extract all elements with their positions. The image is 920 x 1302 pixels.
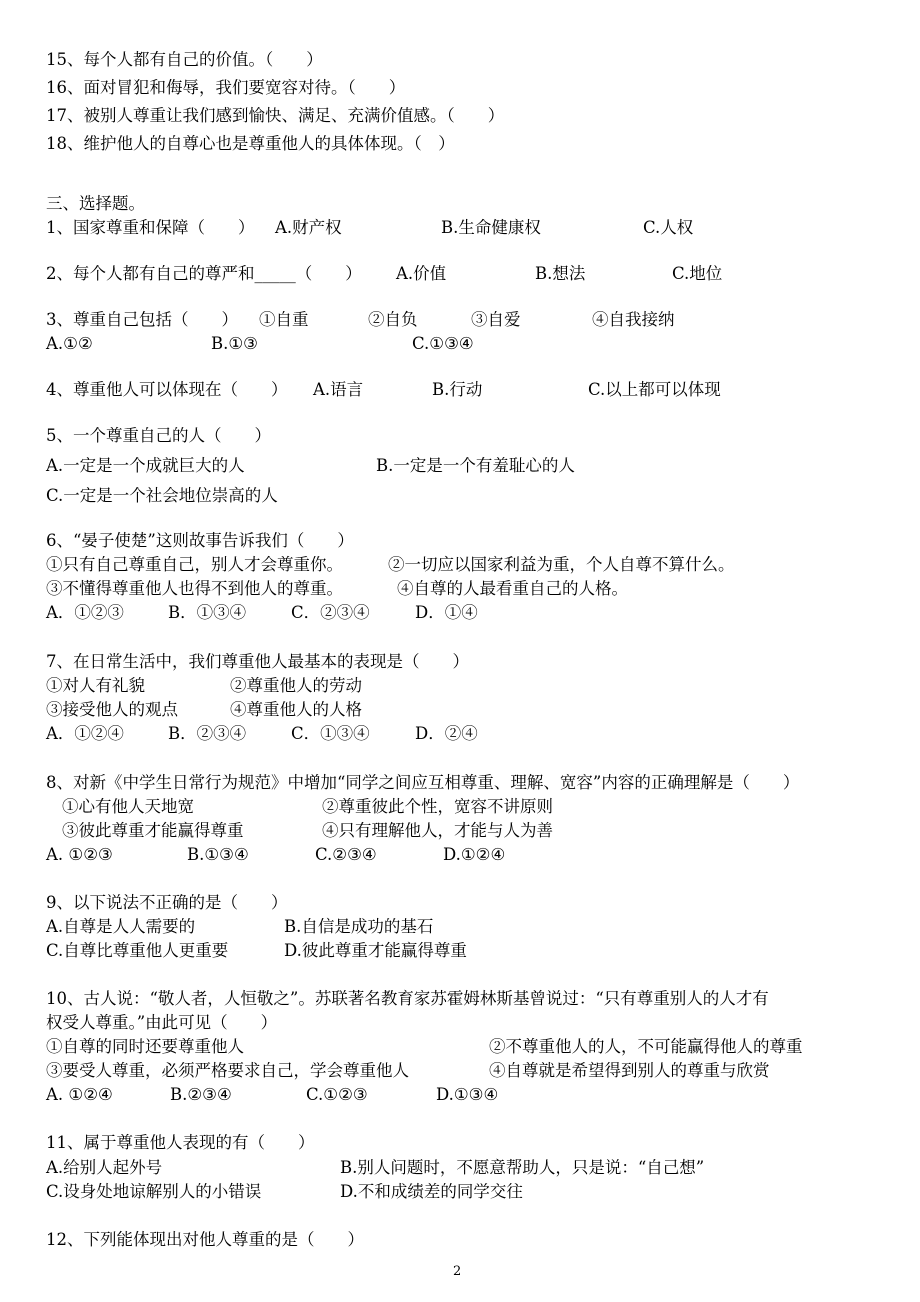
option: C.②③④ (315, 845, 377, 864)
option: C.地位 (672, 264, 723, 283)
choice-item: ④自尊就是希望得到别人的尊重与欣赏 (489, 1061, 770, 1080)
choice-item: ①只有自己尊重自己，别人才会尊重你。 (46, 555, 343, 574)
question-stem: 10、古人说：“敬人者，人恒敬之”。苏联著名教育家苏霍姆林斯基曾说过：“只有尊重别人的人才有 (46, 989, 769, 1008)
question-stem: 12、下列能体现出对他人尊重的是（ ） (46, 1230, 364, 1249)
option: A.给别人起外号 (46, 1158, 163, 1177)
option: C.以上都可以体现 (588, 380, 721, 399)
option: B．②③④ (168, 724, 247, 743)
judgment-item: 18、维护他人的自尊心也是尊重他人的具体体现。（ ） (46, 134, 455, 153)
option: C．②③④ (291, 603, 370, 622)
section-title: 三、选择题。 (46, 194, 145, 213)
option: C.人权 (643, 218, 694, 237)
option: D.不和成绩差的同学交往 (340, 1182, 523, 1201)
question-stem: 4、尊重他人可以体现在（ ） (46, 380, 288, 399)
option: A．①②④ (46, 724, 124, 743)
option: D．②④ (415, 724, 478, 743)
question-stem: 7、在日常生活中，我们尊重他人最基本的表现是（ ） (46, 652, 469, 671)
page-number: 2 (453, 1264, 462, 1279)
option: B.①③④ (187, 845, 249, 864)
option: B.自信是成功的基石 (284, 917, 434, 936)
choice-item: ③彼此尊重才能赢得尊重 (62, 821, 244, 840)
judgment-item: 16、面对冒犯和侮辱，我们要宽容对待。（ ） (46, 78, 406, 97)
option: C.一定是一个社会地位崇高的人 (46, 486, 278, 505)
question-stem: 1、国家尊重和保障（ ） (46, 218, 255, 237)
choice-item: ②自负 (368, 310, 418, 329)
option: D.①②④ (443, 845, 506, 864)
question-stem: 8、对新《中学生日常行为规范》中增加“同学之间应互相尊重、理解、宽容”内容的正确理解是（ ） (46, 773, 800, 792)
question-stem: 3、尊重自己包括（ ） (46, 310, 238, 329)
choice-item: ④尊重他人的人格 (230, 700, 362, 719)
choice-item: ④只有理解他人，才能与人为善 (322, 821, 553, 840)
option: A.①② (46, 334, 93, 353)
judgment-item: 15、每个人都有自己的价值。（ ） (46, 50, 323, 69)
choice-item: ③接受他人的观点 (46, 700, 178, 719)
option: D．①④ (415, 603, 478, 622)
choice-item: ②一切应以国家利益为重，个人自尊不算什么。 (388, 555, 735, 574)
option: C.设身处地谅解别人的小错误 (46, 1182, 262, 1201)
choice-item: ①对人有礼貌 (46, 676, 145, 695)
question-stem: 6、“晏子使楚”这则故事告诉我们（ ） (46, 531, 354, 550)
option: B.生命健康权 (441, 218, 541, 237)
question-stem: 9、以下说法不正确的是（ ） (46, 893, 288, 912)
option: A.自尊是人人需要的 (46, 917, 196, 936)
choice-item: ①自尊的同时还要尊重他人 (46, 1037, 244, 1056)
option: D.彼此尊重才能赢得尊重 (284, 941, 467, 960)
option: A.价值 (396, 264, 447, 283)
option: B.一定是一个有羞耻心的人 (376, 456, 575, 475)
option: C.自尊比尊重他人更重要 (46, 941, 229, 960)
choice-item: ②尊重他人的劳动 (230, 676, 362, 695)
choice-item: ③不懂得尊重他人也得不到他人的尊重。 (46, 579, 343, 598)
option: A.财产权 (275, 218, 342, 237)
option: A.一定是一个成就巨大的人 (46, 456, 245, 475)
option: B.①③ (211, 334, 258, 353)
choice-item: ④自尊的人最看重自己的人格。 (397, 579, 628, 598)
option: C.①③④ (412, 334, 474, 353)
question-stem: 5、一个尊重自己的人（ ） (46, 426, 271, 445)
option: B.行动 (432, 380, 483, 399)
option: A. ①②④ (46, 1085, 113, 1104)
question-stem: 11、属于尊重他人表现的有（ ） (46, 1133, 315, 1152)
choice-item: ③要受人尊重，必须严格要求自己，学会尊重他人 (46, 1061, 409, 1080)
option: B.②③④ (170, 1085, 232, 1104)
choice-item: ①自重 (259, 310, 309, 329)
choice-item: ②尊重彼此个性，宽容不讲原则 (322, 797, 553, 816)
option: D.①③④ (436, 1085, 499, 1104)
question-stem: 2、每个人都有自己的尊严和_____（ ） (46, 264, 362, 283)
choice-item: ④自我接纳 (592, 310, 675, 329)
option: B.别人问题时，不愿意帮助人，只是说：“自己想” (340, 1158, 705, 1177)
option: C.①②③ (306, 1085, 368, 1104)
option: A．①②③ (46, 603, 124, 622)
judgment-item: 17、被别人尊重让我们感到愉快、满足、充满价值感。（ ） (46, 106, 505, 125)
option: B.想法 (535, 264, 586, 283)
choice-item: ②不尊重他人的人，不可能赢得他人的尊重 (489, 1037, 803, 1056)
choice-item: ③自爱 (471, 310, 521, 329)
choice-item: ①心有他人天地宽 (62, 797, 194, 816)
option: A.语言 (313, 380, 364, 399)
option: A. ①②③ (46, 845, 113, 864)
option: B．①③④ (168, 603, 247, 622)
option: C．①③④ (291, 724, 370, 743)
question-stem: 权受人尊重。”由此可见（ ） (46, 1013, 278, 1032)
